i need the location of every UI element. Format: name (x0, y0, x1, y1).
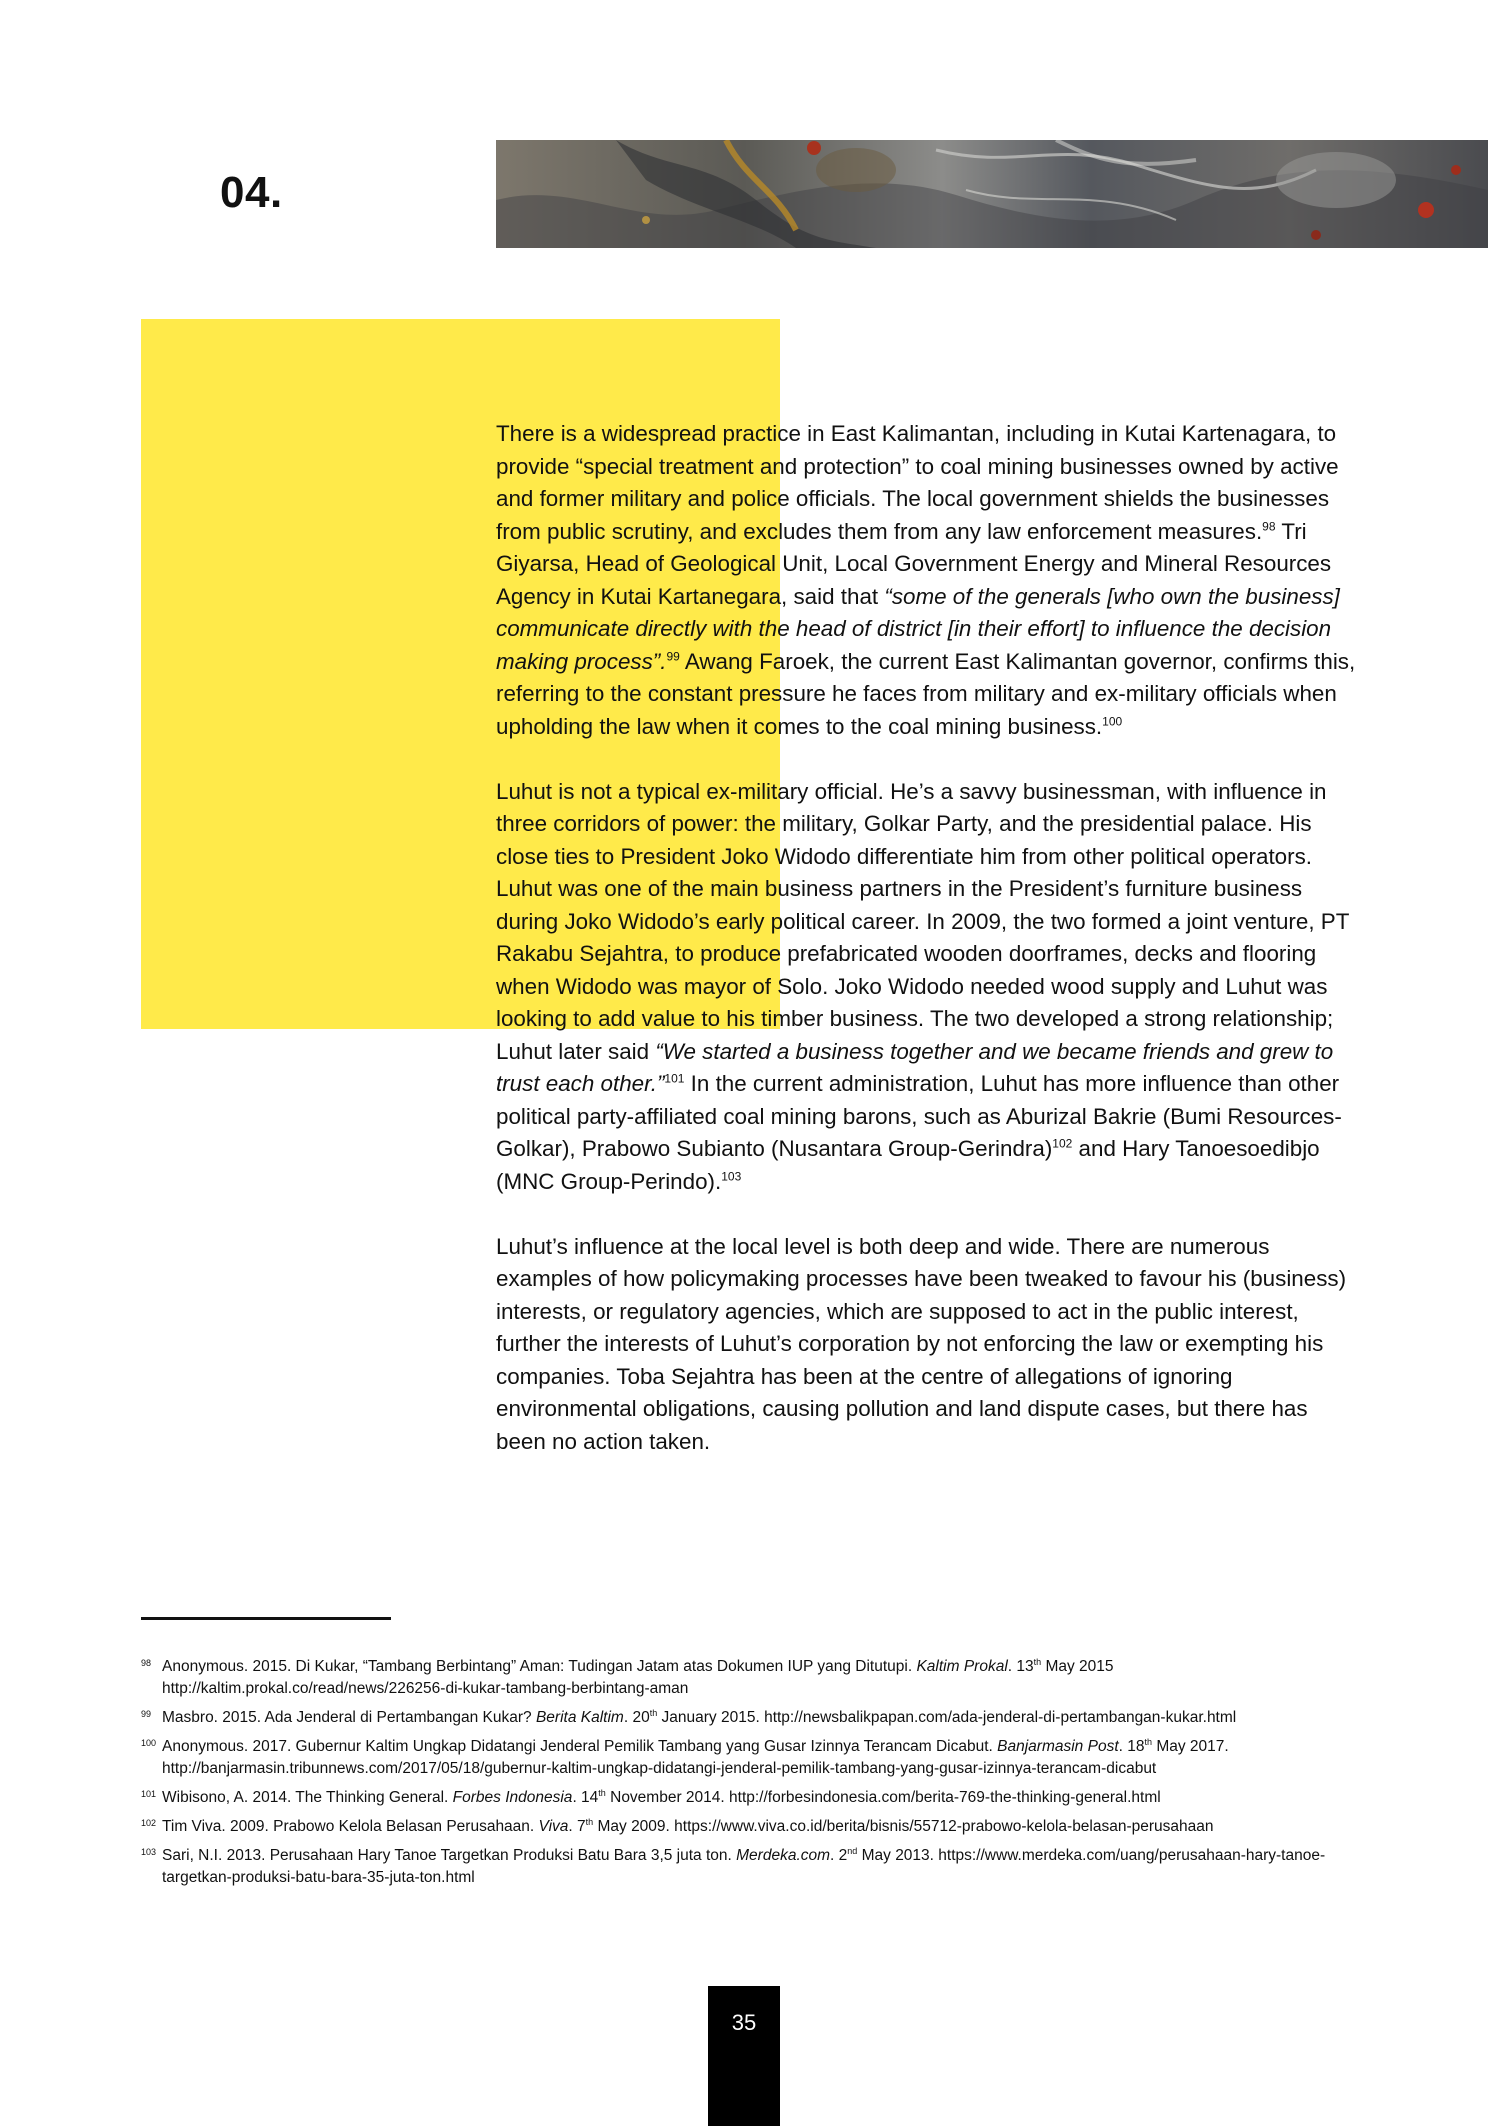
footnote-source: Viva (538, 1818, 569, 1835)
footnote-text: . 2 (830, 1847, 848, 1864)
footnote-101 (141, 1787, 1351, 1809)
paragraph-text: There is a widespread practice in East Kalimantan, including in Kutai Kartenagara, to provide “special treatment and protection” to coal mining businesses owned by active and former military and police officials. The local government shields the businesses from public scrutiny, and excludes them from any law enforcement measures. (496, 421, 1339, 544)
footnote-text: . 14 (572, 1789, 599, 1806)
paragraph-text: Awang Faroek, the current East Kalimantan governor, confirms this, referring to the constant pressure he faces from military and ex-military officials when upholding the law when it comes to the coal mining business. (496, 648, 1356, 739)
footnote-ref: 99 (666, 649, 680, 664)
footnote-100 (141, 1736, 1351, 1780)
footnote-text: Wibisono, A. 2014. The Thinking General. (162, 1789, 453, 1806)
footnotes (141, 1656, 1351, 1896)
paragraph-text: Tri Giyarsa, Head of Geological Unit, Local Government Energy and Mineral Resources Agency in Kutai Kartanegara, said that (496, 518, 1332, 609)
footnote-number: 102 (141, 1818, 157, 1828)
footnote-98 (141, 1656, 1351, 1700)
footnote-ref: 98 (1262, 519, 1276, 534)
footnote-text: . 20 (623, 1709, 650, 1726)
footnote-ref: 101 (664, 1071, 685, 1086)
paragraph-text: Luhut’s influence at the local level is both deep and wide. There are numerous examples of how policymaking processes have been tweaked to favour his (business) interests, or regulatory agencies, which are supposed to act in the public interest, further the interests of Luhut’s corporation by not enforcing the law or exempting his companies. Toba Sejahtra has been at the centre of allegations of ignoring environmental obligations, causing pollution and land dispute cases, but there has been no action taken. (496, 1233, 1347, 1454)
paragraph-2 (496, 776, 1358, 1199)
footnote-text: Tim Viva. 2009. Prabowo Kelola Belasan Perusahaan. (162, 1818, 539, 1835)
paragraph-text: Luhut is not a typical ex-military official. He’s a savvy businessman, with influence in three corridors of power: the military, Golkar Party, and the presidential palace. His close ties to President Joko Widodo differentiate him from other political operators. Luhut was one of the main business partners in the President’s furniture business during Joko Widodo’s early political career. In 2009, the two formed a joint venture, PT Rakabu Sejahtra, to produce prefabricated wooden doorframes, decks and flooring when Widodo was mayor of Solo. Joko Widodo needed wood supply and Luhut was looking to add value to his timber business. The two developed a strong relationship; Luhut later said (496, 778, 1349, 1064)
footnote-number: 101 (141, 1789, 157, 1799)
article-body (496, 418, 1358, 1491)
footnote-source: Banjarmasin Post (997, 1738, 1119, 1755)
footnote-source: Berita Kaltim (535, 1709, 624, 1726)
footnote-text: . 7 (568, 1818, 586, 1835)
quote: “some of the generals [who own the business] communicate directly with the head of district [in their effort] to influence the decision making process”. (496, 583, 1340, 674)
footnote-text: May 2017. http://banjarmasin.tribunnews.com/2017/05/18/gubernur-kaltim-ungkap-didatangi-jenderal-pemilik-tambang-yang-gusar-izinnya-terancam-dicabut (162, 1738, 1229, 1777)
ordinal-suffix: th (649, 1707, 658, 1718)
footnote-103 (141, 1845, 1351, 1889)
footnote-number: 99 (141, 1709, 152, 1719)
footnote-text: May 2015 http://kaltim.prokal.co/read/news/226256-di-kukar-tambang-berbintang-aman (162, 1658, 1114, 1697)
footnote-text: January 2015. http://newsbalikpapan.com/ada-jenderal-di-pertambangan-kukar.html (657, 1709, 1237, 1726)
footnote-99 (141, 1707, 1351, 1729)
footnote-text: Anonymous. 2017. Gubernur Kaltim Ungkap Didatangi Jenderal Pemilik Tambang yang Gusar Izinnya Terancam Dicabut. (162, 1738, 998, 1755)
page-number-tab (708, 1986, 780, 2126)
page-number: 35 (731, 2010, 757, 2035)
paragraph-text: In the current administration, Luhut has more influence than other political party-affiliated coal mining barons, such as Aburizal Bakrie (Bumi Resources-Golkar), Prabowo Subianto (Nusantara Group-Gerindra) (496, 1071, 1342, 1161)
ordinal-suffix: th (1033, 1656, 1042, 1667)
footnote-text: Masbro. 2015. Ada Jenderal di Pertambangan Kukar? (162, 1709, 536, 1726)
ordinal-suffix: th (598, 1787, 606, 1798)
footnote-102 (141, 1816, 1351, 1838)
footnote-ref: 103 (721, 1169, 742, 1184)
quote: “We started a business together and we became friends and grew to trust each other.” (496, 1038, 1334, 1096)
footnote-ref: 102 (1052, 1136, 1073, 1151)
footnote-number: 103 (141, 1847, 157, 1857)
ordinal-suffix: th (585, 1816, 594, 1827)
footnote-text: Sari, N.I. 2013. Perusahaan Hary Tanoe Targetkan Produksi Batu Bara 3,5 juta ton. (162, 1847, 737, 1864)
footnote-text: Anonymous. 2015. Di Kukar, “Tambang Berbintang” Aman: Tudingan Jatam atas Dokumen IUP yang Ditutupi. (162, 1658, 917, 1675)
footnote-divider (141, 1617, 391, 1620)
footnote-number: 98 (141, 1658, 152, 1668)
paragraph-3 (496, 1231, 1358, 1459)
footnote-text: May 2009. https://www.viva.co.id/berita/bisnis/55712-prabowo-kelola-belasan-perusahaan (593, 1818, 1214, 1835)
ordinal-suffix: nd (847, 1845, 858, 1856)
section-number: 04. (220, 168, 283, 217)
rock-texture-photo (496, 140, 1488, 248)
footnote-text: . 18 (1118, 1738, 1145, 1755)
paragraph-1 (496, 418, 1358, 743)
ordinal-suffix: th (1144, 1736, 1153, 1747)
footnote-number: 100 (141, 1738, 157, 1748)
footnote-source: Kaltim Prokal (916, 1658, 1008, 1675)
footnote-source: Merdeka.com (736, 1847, 831, 1864)
footnote-text: May 2013. https://www.merdeka.com/uang/perusahaan-hary-tanoe-targetkan-produksi-batu-bara-35-juta-ton.html (162, 1847, 1326, 1886)
footnote-text: . 13 (1007, 1658, 1034, 1675)
footnote-ref: 100 (1102, 714, 1123, 729)
rock-texture-image (496, 140, 1488, 248)
footnote-text: November 2014. http://forbesindonesia.com/berita-769-the-thinking-general.html (605, 1789, 1161, 1806)
paragraph-text: and Hary Tanoesoedibjo (MNC Group-Perindo). (496, 1136, 1320, 1194)
footnote-source: Forbes Indonesia (452, 1789, 573, 1806)
